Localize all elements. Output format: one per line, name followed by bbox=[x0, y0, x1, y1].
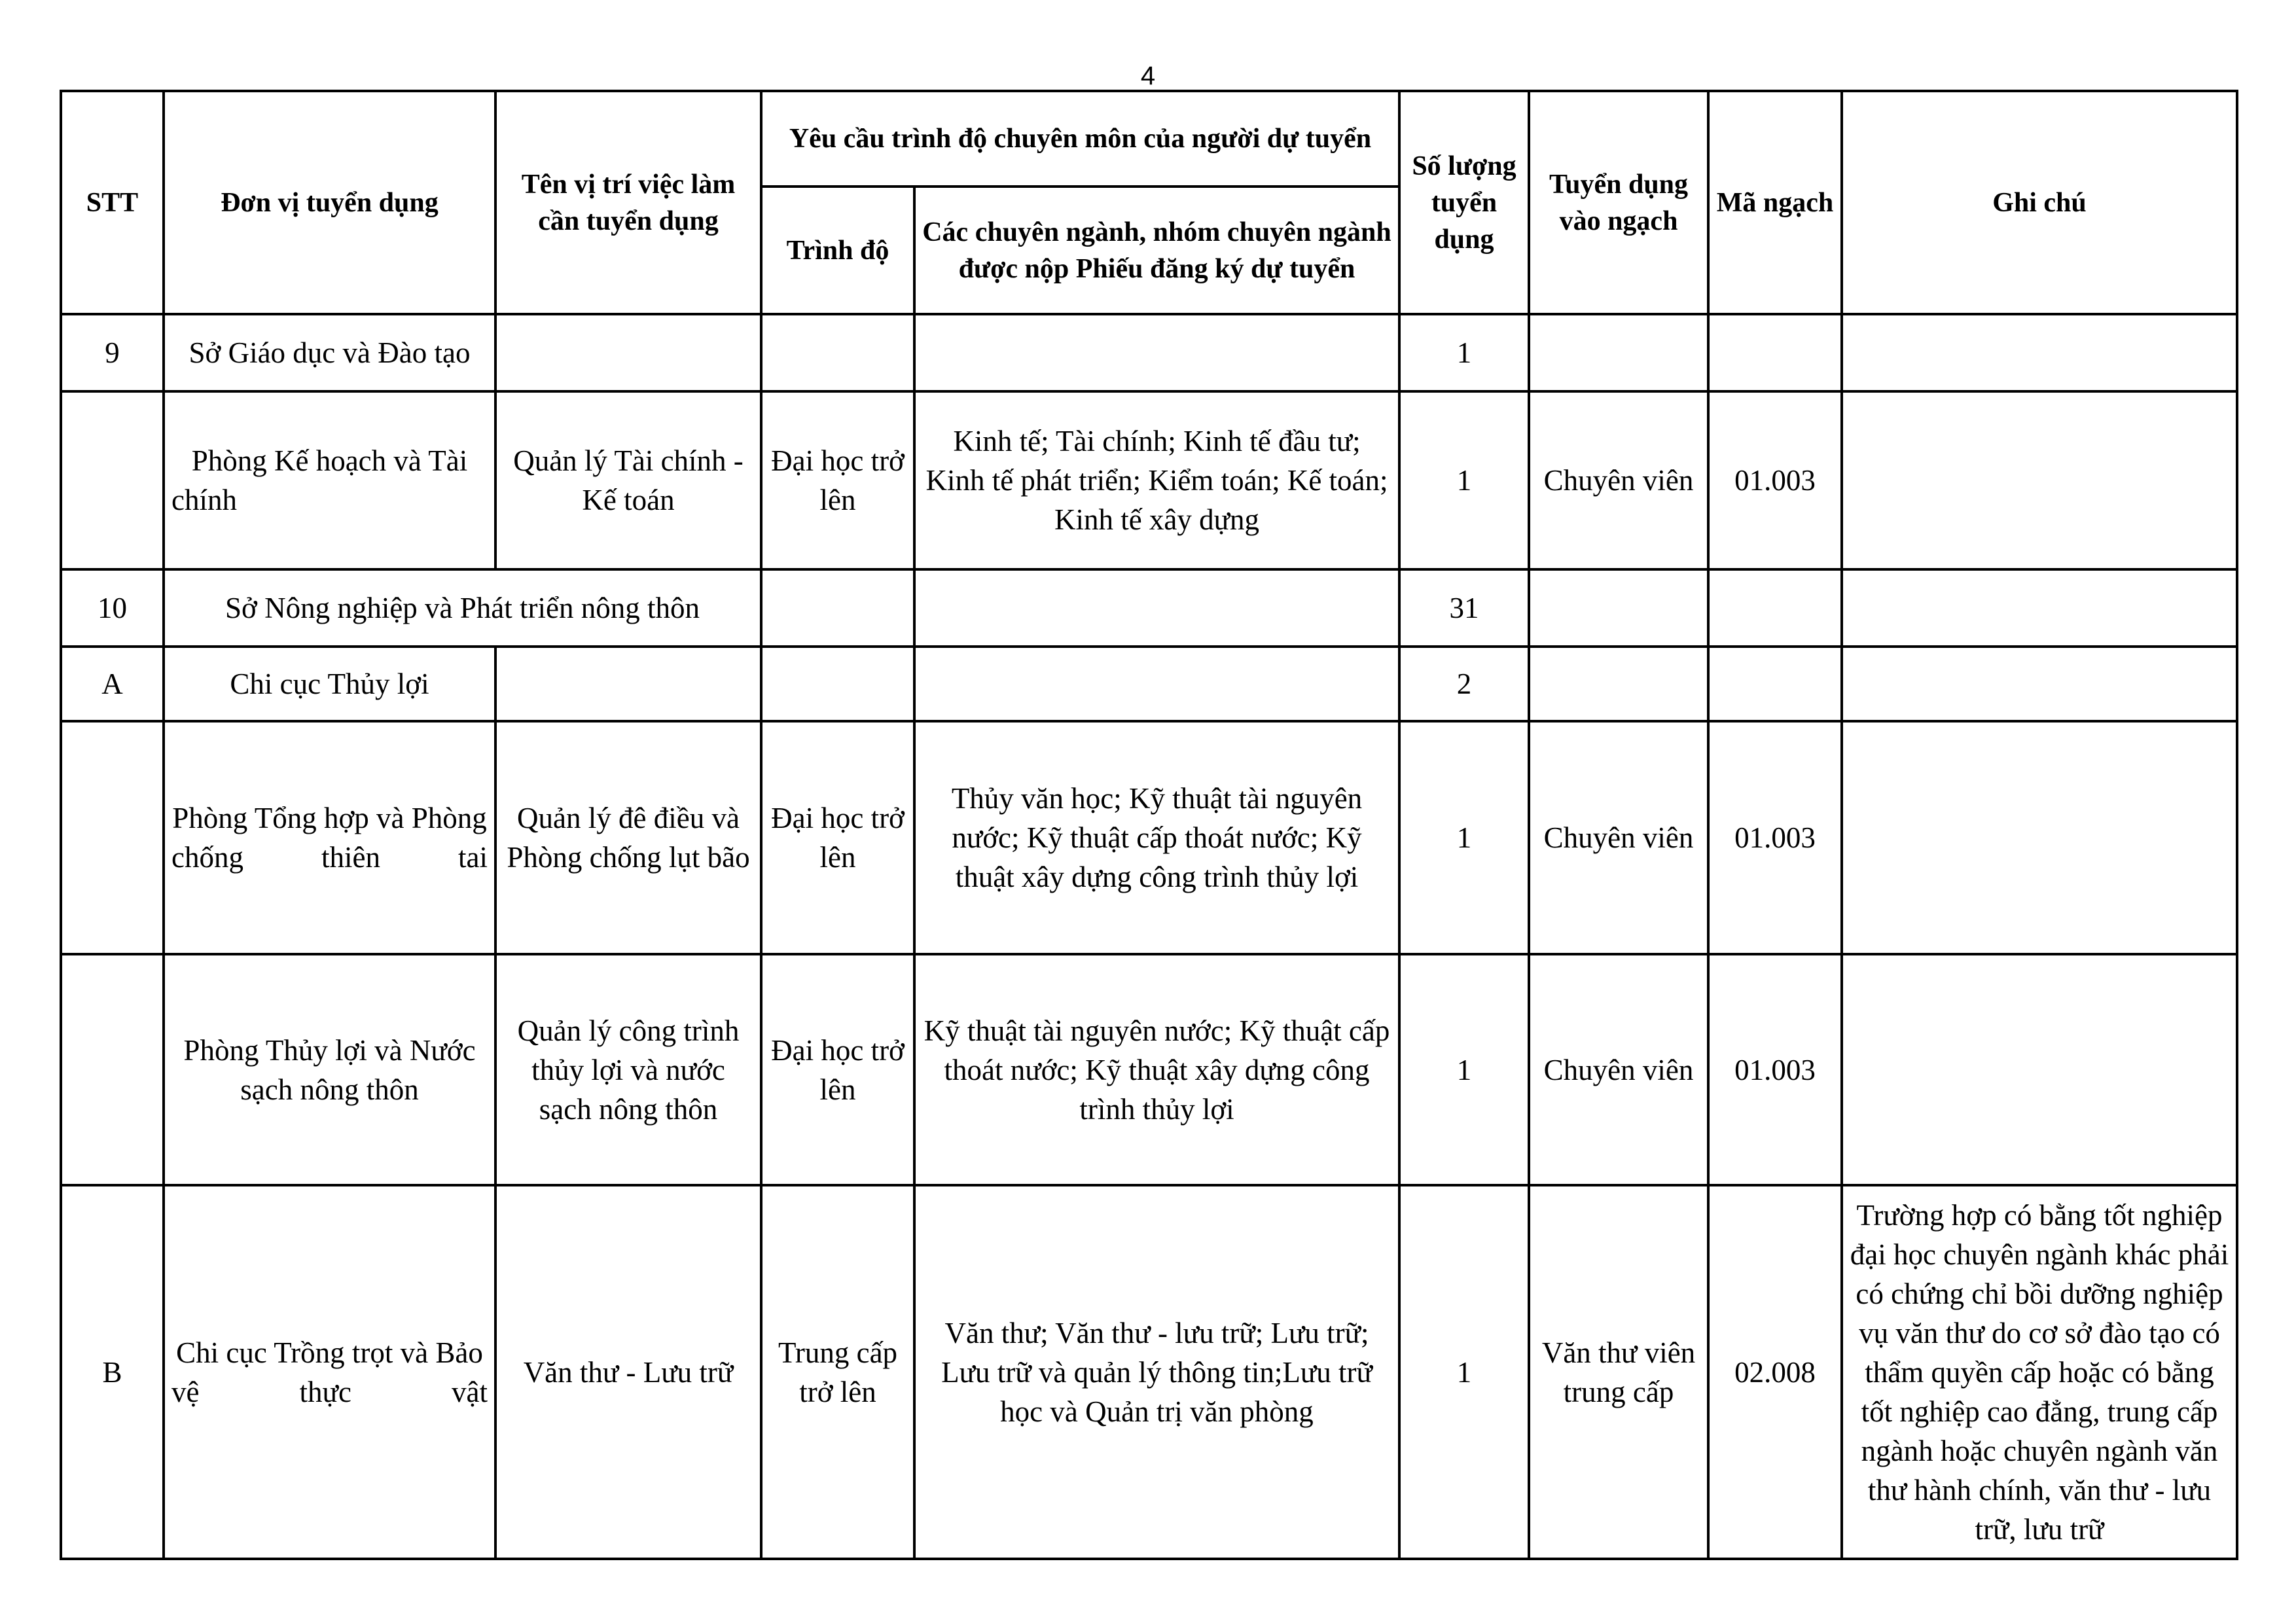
table-row bbox=[61, 954, 2237, 1185]
table-row bbox=[61, 721, 2237, 954]
row-rank: Chuyên viên bbox=[1529, 954, 1708, 1185]
table-row bbox=[61, 314, 2237, 391]
row-majors: Thủy văn học; Kỹ thuật tài nguyên nước; Kỹ thuật cấp thoát nước; Kỹ thuật xây dựng công trình thủy lợi bbox=[914, 721, 1399, 954]
recruitment-table bbox=[60, 90, 2238, 1560]
header-rank: Tuyển dụng vào ngạch bbox=[1529, 91, 1708, 314]
row-position: Quản lý Tài chính - Kế toán bbox=[495, 391, 761, 569]
row-majors: Kỹ thuật tài nguyên nước; Kỹ thuật cấp thoát nước; Kỹ thuật xây dựng công trình thủy lợi bbox=[914, 954, 1399, 1185]
row-code bbox=[1708, 569, 1842, 647]
row-quantity: 1 bbox=[1399, 391, 1529, 569]
header-position: Tên vị trí việc làm cần tuyển dụng bbox=[495, 91, 761, 314]
row-majors: Văn thư; Văn thư - lưu trữ; Lưu trữ; Lưu trữ và quản lý thông tin;Lưu trữ học và Quản trị văn phòng bbox=[914, 1185, 1399, 1559]
row-code bbox=[1708, 314, 1842, 391]
row-rank bbox=[1529, 569, 1708, 647]
header-row bbox=[61, 91, 2237, 187]
header-requirements: Yêu cầu trình độ chuyên môn của người dự tuyển bbox=[761, 91, 1399, 187]
row-position: Quản lý công trình thủy lợi và nước sạch nông thôn bbox=[495, 954, 761, 1185]
row-code bbox=[1708, 647, 1842, 721]
row-stt: 9 bbox=[61, 314, 164, 391]
row-code: 02.008 bbox=[1708, 1185, 1842, 1559]
row-rank bbox=[1529, 314, 1708, 391]
row-unit: Chi cục Trồng trọt và Bảo vệ thực vật bbox=[164, 1185, 495, 1559]
row-rank: Chuyên viên bbox=[1529, 721, 1708, 954]
row-majors: Kinh tế; Tài chính; Kinh tế đầu tư; Kinh tế phát triển; Kiểm toán; Kế toán; Kinh tế xây dựng bbox=[914, 391, 1399, 569]
header-stt: STT bbox=[61, 91, 164, 314]
row-quantity: 1 bbox=[1399, 1185, 1529, 1559]
row-position bbox=[495, 647, 761, 721]
row-code: 01.003 bbox=[1708, 954, 1842, 1185]
row-note bbox=[1842, 647, 2237, 721]
row-note: Trường hợp có bằng tốt nghiệp đại học chuyên ngành khác phải có chứng chỉ bồi dưỡng nghiệp vụ văn thư do cơ sở đào tạo có thẩm quyền cấp hoặc có bằng tốt nghiệp cao đẳng, trung cấp ngành hoặc chuyên ngành văn thư hành chính, văn thư - lưu trữ, lưu trữ bbox=[1842, 1185, 2237, 1559]
row-note bbox=[1842, 391, 2237, 569]
row-level: Trung cấp trở lên bbox=[761, 1185, 914, 1559]
row-note bbox=[1842, 954, 2237, 1185]
header-quantity: Số lượng tuyển dụng bbox=[1399, 91, 1529, 314]
table-row bbox=[61, 647, 2237, 721]
row-stt bbox=[61, 721, 164, 954]
row-unit: Phòng Thủy lợi và Nước sạch nông thôn bbox=[164, 954, 495, 1185]
row-unit: Sở Nông nghiệp và Phát triển nông thôn bbox=[164, 569, 761, 647]
row-stt bbox=[61, 954, 164, 1185]
row-code: 01.003 bbox=[1708, 721, 1842, 954]
row-quantity: 31 bbox=[1399, 569, 1529, 647]
header-majors: Các chuyên ngành, nhóm chuyên ngành được nộp Phiếu đăng ký dự tuyển bbox=[914, 187, 1399, 314]
row-unit: Phòng Kế hoạch và Tài chính bbox=[164, 391, 495, 569]
row-stt bbox=[61, 391, 164, 569]
row-quantity: 2 bbox=[1399, 647, 1529, 721]
header-code: Mã ngạch bbox=[1708, 91, 1842, 314]
row-level: Đại học trở lên bbox=[761, 721, 914, 954]
row-level bbox=[761, 569, 914, 647]
row-position: Văn thư - Lưu trữ bbox=[495, 1185, 761, 1559]
table-row bbox=[61, 1185, 2237, 1559]
row-level: Đại học trở lên bbox=[761, 391, 914, 569]
row-code: 01.003 bbox=[1708, 391, 1842, 569]
row-note bbox=[1842, 721, 2237, 954]
row-majors bbox=[914, 569, 1399, 647]
row-unit: Chi cục Thủy lợi bbox=[164, 647, 495, 721]
header-note: Ghi chú bbox=[1842, 91, 2237, 314]
row-level: Đại học trở lên bbox=[761, 954, 914, 1185]
row-stt: A bbox=[61, 647, 164, 721]
row-position bbox=[495, 314, 761, 391]
row-note bbox=[1842, 314, 2237, 391]
row-unit: Sở Giáo dục và Đào tạo bbox=[164, 314, 495, 391]
table-row bbox=[61, 569, 2237, 647]
row-quantity: 1 bbox=[1399, 314, 1529, 391]
header-level: Trình độ bbox=[761, 187, 914, 314]
row-note bbox=[1842, 569, 2237, 647]
header-unit: Đơn vị tuyển dụng bbox=[164, 91, 495, 314]
row-rank bbox=[1529, 647, 1708, 721]
row-level bbox=[761, 314, 914, 391]
row-level bbox=[761, 647, 914, 721]
row-quantity: 1 bbox=[1399, 954, 1529, 1185]
row-position: Quản lý đê điều và Phòng chống lụt bão bbox=[495, 721, 761, 954]
row-rank: Chuyên viên bbox=[1529, 391, 1708, 569]
row-majors bbox=[914, 314, 1399, 391]
row-unit: Phòng Tổng hợp và Phòng chống thiên tai bbox=[164, 721, 495, 954]
row-majors bbox=[914, 647, 1399, 721]
page-number: 4 bbox=[1140, 62, 1156, 90]
table-row bbox=[61, 391, 2237, 569]
row-quantity: 1 bbox=[1399, 721, 1529, 954]
row-rank: Văn thư viên trung cấp bbox=[1529, 1185, 1708, 1559]
row-stt: 10 bbox=[61, 569, 164, 647]
row-stt: B bbox=[61, 1185, 164, 1559]
